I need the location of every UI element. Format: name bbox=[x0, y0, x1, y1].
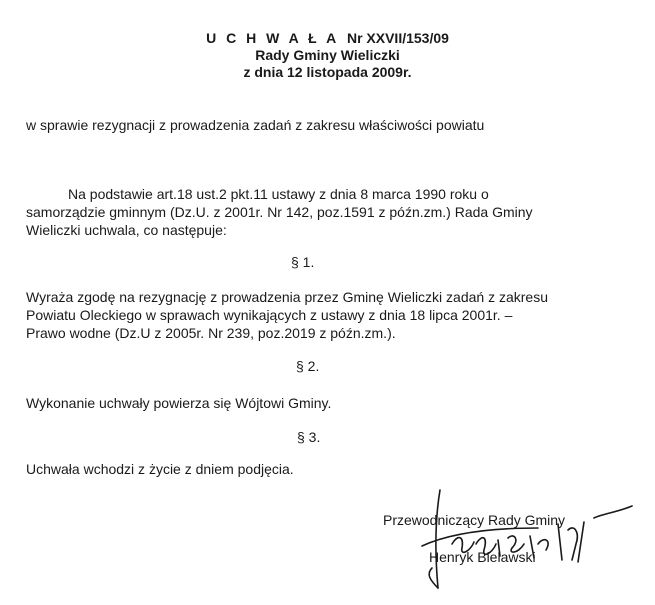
section-mark-1: § 1. bbox=[291, 254, 315, 270]
council-name: Rady Gminy Wieliczki bbox=[255, 47, 400, 63]
handwritten-signature bbox=[418, 484, 638, 594]
section-1-line: Prawo wodne (Dz.U z 2005r. Nr 239, poz.2019 z późn.zm.). bbox=[26, 325, 396, 341]
section-1-line: Wyraża zgodę na rezygnację z prowadzenia przez Gminę Wieliczki zadań z zakresu bbox=[26, 289, 548, 305]
resolution-title bbox=[0, 30, 655, 46]
preamble-line: Na podstawie art.18 ust.2 pkt.11 ustawy z dnia 8 marca 1990 roku o bbox=[68, 186, 489, 202]
section-2-line: Wykonanie uchwały powierza się Wójtowi Gminy. bbox=[26, 395, 332, 411]
signatory-name: Henryk Bielawski bbox=[429, 549, 536, 565]
resolution-title-word: U C H W A Ł A bbox=[206, 30, 340, 46]
resolution-number: Nr XXVII/153/09 bbox=[346, 30, 449, 46]
section-1-line: Powiatu Oleckiego w sprawach wynikających z ustawy z dnia 18 lipca 2001r. – bbox=[26, 307, 513, 323]
preamble-line: samorządzie gminnym (Dz.U. z 2001r. Nr 142, poz.1591 z późn.zm.) Rada Gminy bbox=[26, 204, 533, 220]
signatory-role: Przewodniczący Rady Gminy bbox=[383, 512, 566, 528]
section-mark-3: § 3. bbox=[297, 429, 321, 445]
section-3-line: Uchwała wchodzi z życie z dniem podjęcia. bbox=[26, 461, 294, 477]
resolution-subject: w sprawie rezygnacji z prowadzenia zadań z zakresu właściwości powiatu bbox=[26, 117, 485, 133]
section-mark-2: § 2. bbox=[296, 358, 320, 374]
resolution-date: z dnia 12 listopada 2009r. bbox=[243, 64, 412, 80]
preamble-line: Wieliczki uchwala, co następuje: bbox=[26, 222, 227, 238]
